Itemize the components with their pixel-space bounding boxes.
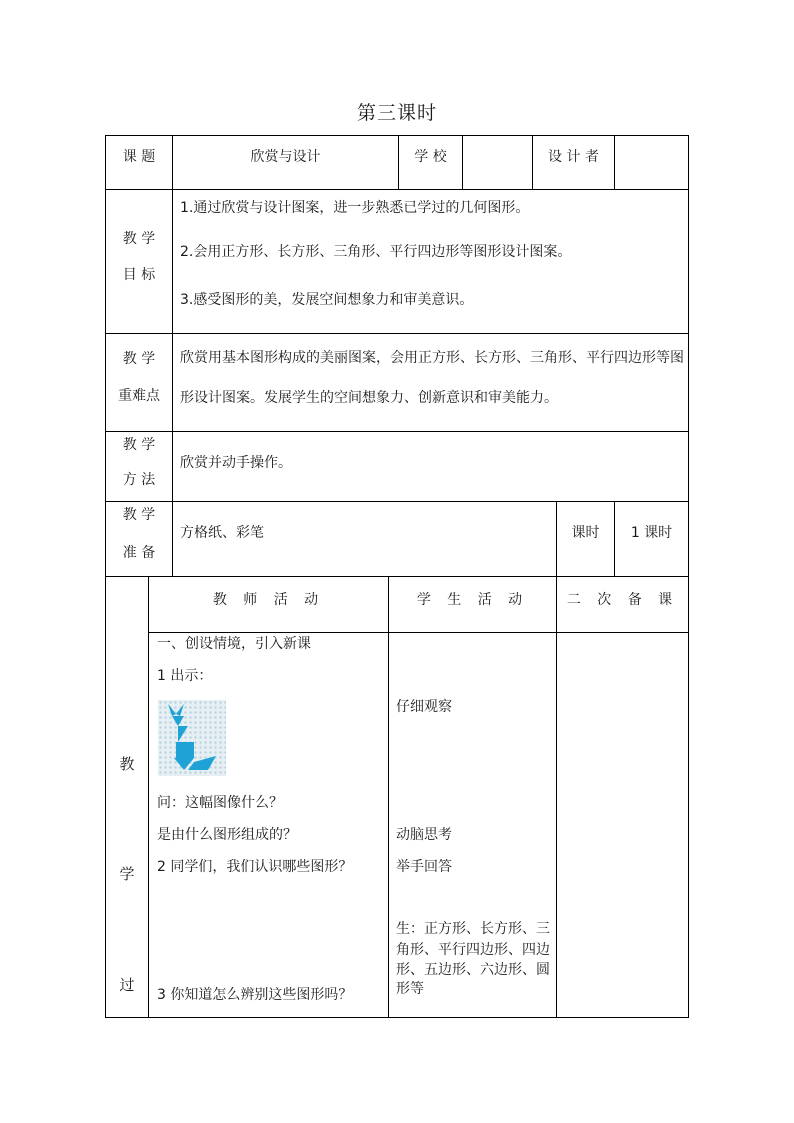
- goal-item-1: 1.通过欣赏与设计图案，进一步熟悉已学过的几何图形。: [180, 200, 530, 216]
- process-side-label-2: 学: [119, 865, 135, 883]
- topic-label: 课 题: [122, 149, 156, 165]
- process-side-label-3: 过: [119, 976, 135, 994]
- period-value: 1 课时: [630, 525, 673, 541]
- tangram-cat-image: [158, 700, 226, 776]
- school-label: 学 校: [414, 149, 447, 165]
- method-label-line1: 教 学: [122, 437, 156, 453]
- prep-label-line1: 教 学: [122, 507, 156, 523]
- goal-item-2: 2.会用正方形、长方形、三角形、平行四边形等图形设计图案。: [180, 244, 572, 260]
- student-shapes-answer-4: 形等: [396, 981, 424, 997]
- designer-label: 设 计 者: [548, 149, 599, 165]
- keypoints-line1: 欣赏用基本图形构成的美丽图案，会用正方形、长方形、三角形、平行四边形等图: [180, 350, 684, 366]
- teacher-step-3: 3 你知道怎么辨别这些图形吗？: [157, 987, 353, 1003]
- prep-label-line2: 准 备: [122, 545, 156, 561]
- process-side-label-1: 教: [119, 755, 135, 773]
- keypoints-line2: 形设计图案。发展学生的空间想象力、创新意识和审美能力。: [180, 390, 558, 406]
- goal-item-3: 3.感受图形的美，发展空间想象力和审美意识。: [180, 292, 474, 308]
- goals-label-line1: 教 学: [122, 231, 156, 247]
- student-shapes-answer-1: 生：正方形、长方形、三: [396, 921, 550, 937]
- method-label-line2: 方 法: [122, 472, 156, 488]
- method-value: 欣赏并动手操作。: [180, 455, 292, 471]
- student-shapes-answer-3: 形、五边形、六边形、圆: [396, 962, 550, 978]
- teacher-question-1: 问：这幅图像什么？: [157, 795, 283, 811]
- teacher-step-1: 1 出示：: [157, 668, 213, 684]
- col-second-header: 二 次 备 课: [566, 592, 679, 608]
- teacher-section-title: 一、创设情境，引入新课: [157, 636, 311, 652]
- page-title: 第三课时: [356, 102, 437, 124]
- period-label: 课时: [571, 525, 600, 541]
- student-shapes-answer-2: 角形、平行四边形、四边: [396, 942, 550, 958]
- teacher-step-2: 2 同学们，我们认识哪些图形？: [157, 859, 353, 875]
- keypoints-label-line1: 教 学: [122, 351, 156, 367]
- keypoints-label-line2: 重难点: [118, 388, 160, 404]
- teacher-question-2: 是由什么图形组成的？: [157, 827, 297, 843]
- goals-label-line2: 目 标: [122, 267, 156, 283]
- student-observe: 仔细观察: [396, 699, 452, 715]
- student-answer: 举手回答: [396, 859, 452, 875]
- tangram-cat-icon: [158, 700, 226, 776]
- topic-value: 欣赏与设计: [250, 149, 321, 165]
- col-teacher-header: 教 师 活 动: [212, 592, 325, 608]
- student-think: 动脑思考: [396, 827, 452, 843]
- col-student-header: 学 生 活 动: [416, 592, 529, 608]
- prep-value: 方格纸、彩笔: [180, 525, 264, 541]
